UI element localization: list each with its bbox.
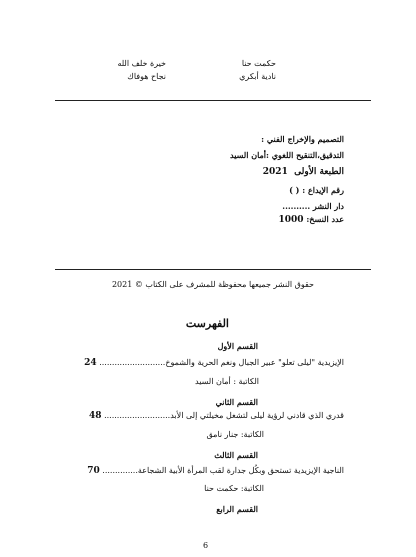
edition-line	[263, 167, 344, 177]
toc-leader-dots: ..........................	[104, 411, 171, 420]
toc-author: الكاتبة : أمان السيد	[195, 377, 259, 386]
toc-entry[interactable]	[84, 358, 344, 368]
toc-entry-title: قدري الذي قادني لرؤية ليلى لتشغل مخيلتي إلى الأبد	[170, 411, 344, 420]
section-heading: القسم الأول	[217, 341, 258, 351]
copies-label: عدد النسخ:	[306, 214, 344, 224]
toc-author: الكاتبة: جنار نامق	[206, 430, 264, 439]
top-divider	[55, 100, 371, 101]
toc-author: الكاتبة: حكمت حنا	[204, 484, 264, 493]
toc-entry[interactable]	[89, 411, 344, 421]
middle-divider	[55, 269, 371, 270]
proofreading-credit: التدقيق،التنقيح اللغوي :أمان السيد	[230, 150, 344, 160]
edition-label: الطبعة الأولى	[294, 167, 344, 177]
deposit-number: رقم الإيداع : ( )	[289, 185, 344, 195]
toc-leader-dots: ..............	[102, 466, 138, 475]
toc-title: الفهرست	[185, 317, 229, 330]
copies-value: 1000	[278, 215, 304, 225]
author-name: نادية أبكري	[239, 72, 276, 81]
copies-line	[278, 214, 344, 225]
author-name: خيرة خلف الله	[117, 59, 166, 68]
page-number: 6	[203, 541, 209, 550]
section-heading: القسم الرابع	[216, 504, 258, 514]
toc-entry-title: الناجية الإيزيدية تستحق وبكُل جدارة لقب المرأة الأبية الشجاعة	[137, 466, 344, 475]
toc-leader-dots: ..........................	[99, 358, 166, 367]
section-heading: القسم الثاني	[215, 397, 258, 407]
author-name: نجاح هوفاك	[127, 72, 166, 81]
toc-page-number: 48	[89, 411, 102, 421]
toc-page-number: 70	[87, 466, 100, 476]
publisher-line: دار النشر ..........	[282, 201, 344, 211]
section-heading: القسم الثالث	[214, 450, 258, 460]
toc-entry-title: الإيزيدية "ليلى تعلو" عبير الجبال ونغم الحرية والشموخ	[165, 358, 344, 367]
copyright-notice: حقوق النشر جميعها محفوظة للمشرف على الكتاب © 2021	[111, 280, 314, 289]
design-credit: التصميم والإخراج الفني :	[261, 134, 344, 144]
toc-page-number: 24	[84, 358, 97, 368]
author-name: حكمت حنا	[241, 59, 276, 68]
toc-entry[interactable]	[87, 466, 344, 476]
edition-year: 2021	[262, 167, 288, 177]
